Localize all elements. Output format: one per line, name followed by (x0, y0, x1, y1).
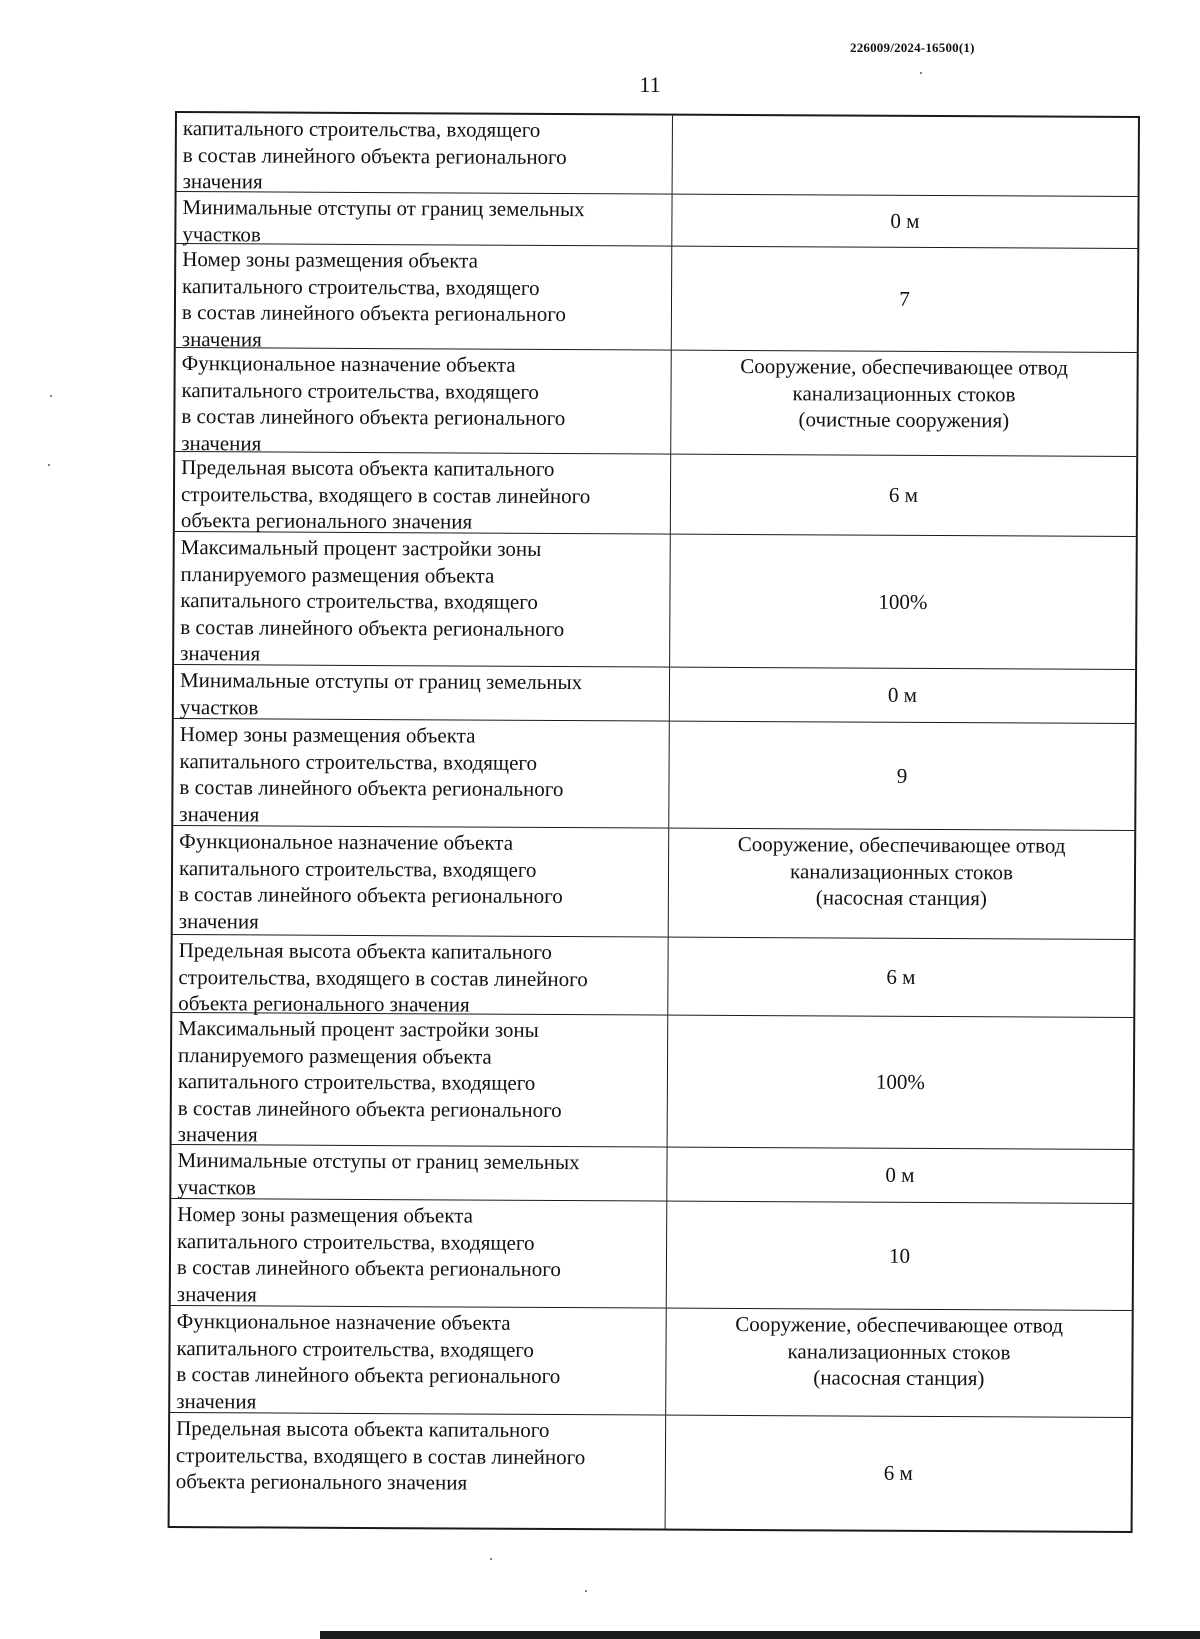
parameter-cell: Номер зоны размещения объекта капитального строительства, входящего в состав линейного объекта регионального значения (173, 719, 670, 828)
value-cell: Сооружение, обеспечивающее отвод канализационных стоков (очистные сооружения) (740, 353, 1069, 433)
table-row (171, 1144, 1132, 1203)
table-row (172, 934, 1133, 1017)
table-row (174, 664, 1135, 723)
value-cell: 0 м (887, 682, 918, 708)
scan-speck (585, 1590, 587, 1592)
value-cell: 6 м (888, 482, 919, 508)
scan-edge-bar (320, 1631, 1200, 1639)
parameter-cell: Минимальные отступы от границ земельных участков (171, 1145, 667, 1201)
table-row (173, 825, 1135, 939)
value-cell: 100% (878, 589, 928, 614)
parameter-cell: Функциональное назначение объекта капитального строительства, входящего в состав линейного объекта регионального значения (175, 348, 672, 454)
value-cell: Сооружение, обеспечивающее отвод канализационных стоков (насосная станция) (735, 1311, 1064, 1391)
table-row (171, 1198, 1133, 1310)
parameter-cell: капитального строительства, входящего в состав линейного объекта регионального значения (177, 113, 673, 194)
parameter-cell: Номер зоны размещения объекта капитального строительства, входящего в состав линейного объекта регионального значения (176, 244, 673, 350)
table-row (175, 451, 1136, 536)
value-cell (673, 116, 1138, 196)
table-row (170, 1305, 1132, 1417)
table-row (177, 113, 1138, 196)
value-cell: 0 м (890, 208, 920, 234)
document-registration-number: 226009/2024-16500(1) (850, 40, 975, 55)
value-cell: Сооружение, обеспечивающее отвод канализационных стоков (насосная станция) (737, 831, 1066, 911)
value-cell: 6 м (883, 1460, 913, 1486)
table-row (176, 243, 1138, 352)
table-row (173, 718, 1135, 830)
value-cell: 9 (896, 763, 908, 788)
parameter-cell: Максимальный процент застройки зоны планируемого размещения объекта капитального строительства, входящего в состав линейного объекта регионального значения (174, 532, 671, 667)
parameter-cell: Максимальный процент застройки зоны планируемого размещения объекта капитального строительства, входящего в состав линейного объекта регионального значения (172, 1013, 669, 1147)
table-row (175, 347, 1137, 456)
value-cell: 10 (888, 1243, 911, 1268)
parameter-cell: Функциональное назначение объекта капитального строительства, входящего в состав линейного объекта регионального значения (170, 1306, 667, 1415)
table-row (176, 191, 1137, 248)
scan-speck (48, 464, 50, 466)
parameter-cell: Предельная высота объекта капитального строительства, входящего в состав линейного объекта регионального значения (172, 935, 668, 1015)
parameter-cell: Функциональное назначение объекта капитального строительства, входящего в состав линейного объекта регионального значения (173, 826, 670, 937)
table-row (174, 531, 1136, 669)
table-row (170, 1412, 1132, 1531)
value-cell: 7 (899, 287, 910, 312)
parameter-cell: Минимальные отступы от границ земельных участков (174, 665, 670, 721)
value-cell: 6 м (886, 964, 916, 990)
scan-speck (920, 72, 922, 74)
parameter-cell: Предельная высота объекта капитального строительства, входящего в состав линейного объекта регионального значения (175, 452, 671, 534)
value-cell: 0 м (885, 1162, 915, 1188)
parameter-cell: Предельная высота объекта капитального строительства, входящего в состав линейного объекта регионального значения (170, 1413, 667, 1529)
scan-speck (50, 395, 52, 397)
table-row (172, 1012, 1134, 1149)
parameter-cell: Минимальные отступы от границ земельных участков (176, 192, 672, 246)
parameters-table (168, 111, 1140, 1533)
page-number: 11 (639, 72, 661, 97)
scan-speck (490, 1558, 492, 1560)
parameter-cell: Номер зоны размещения объекта капитального строительства, входящего в состав линейного объекта регионального значения (171, 1199, 668, 1308)
value-cell: 100% (875, 1069, 925, 1095)
